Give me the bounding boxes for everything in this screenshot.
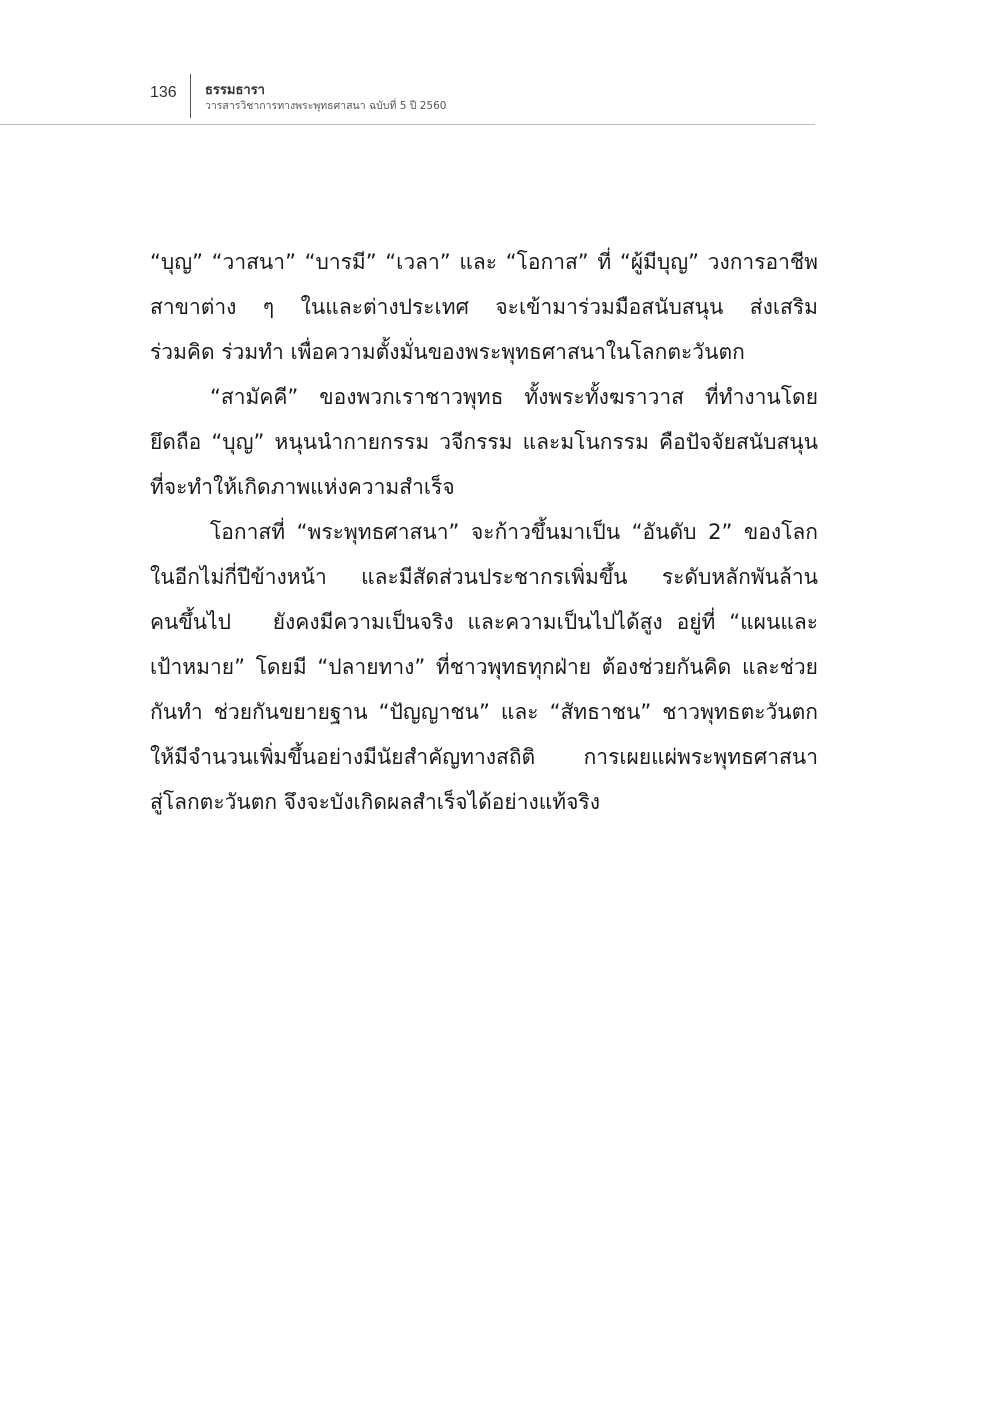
text-line: ให้มีจำนวนเพิ่มขึ้นอย่างมีนัยสำคัญทางสถิติ การเผยแผ่พระพุทธศาสนา (150, 745, 818, 769)
paragraph-3 (150, 510, 818, 825)
text-line: เป้าหมาย” โดยมี “ปลายทาง” ที่ชาวพุทธทุกฝ่าย ต้องช่วยกันคิด และช่วย (150, 655, 818, 679)
text-line: ที่จะทำให้เกิดภาพแห่งความสำเร็จ (150, 475, 455, 499)
header-divider (190, 74, 191, 118)
journal-title: ธรรมธารา (205, 83, 265, 98)
text-line: โอกาสที่ “พระพุทธศาสนา” จะก้าวขึ้นมาเป็น “อันดับ 2” ของโลก (210, 520, 818, 544)
paragraph-1 (150, 240, 818, 375)
text-line: กันทำ ช่วยกันขยายฐาน “ปัญญาชน” และ “สัทธาชน” ชาวพุทธตะวันตก (150, 700, 818, 724)
body-text (150, 240, 818, 825)
journal-subtitle: วารสารวิชาการทางพระพุทธศาสนา ฉบับที่ 5 ปี 2560 (205, 100, 447, 112)
header-rule (0, 124, 815, 125)
page-header (0, 0, 815, 126)
paragraph-2 (150, 375, 818, 510)
text-line: สู่โลกตะวันตก จึงจะบังเกิดผลสำเร็จได้อย่างแท้จริง (150, 790, 600, 814)
text-line: “บุญ” “วาสนา” “บารมี” “เวลา” และ “โอกาส” ที่ “ผู้มีบุญ” วงการอาชีพ (150, 250, 818, 274)
text-line: คนขึ้นไป ยังคงมีความเป็นจริง และความเป็นไปได้สูง อยู่ที่ “แผนและ (150, 610, 818, 634)
text-line: ในอีกไม่กี่ปีข้างหน้า และมีสัดส่วนประชากรเพิ่มขึ้น ระดับหลักพันล้าน (150, 565, 818, 589)
text-line: “สามัคคี” ของพวกเราชาวพุทธ ทั้งพระทั้งฆราวาส ที่ทำงานโดย (210, 385, 818, 409)
text-line: สาขาต่าง ๆ ในและต่างประเทศ จะเข้ามาร่วมมือสนับสนุน ส่งเสริม (150, 295, 818, 319)
text-line: ร่วมคิด ร่วมทำ เพื่อความตั้งมั่นของพระพุทธศาสนาในโลกตะวันตก (150, 340, 745, 364)
page-number: 136 (150, 84, 177, 101)
text-line: ยึดถือ “บุญ” หนุนนำกายกรรม วจีกรรม และมโนกรรม คือปัจจัยสนับสนุน (150, 430, 818, 454)
